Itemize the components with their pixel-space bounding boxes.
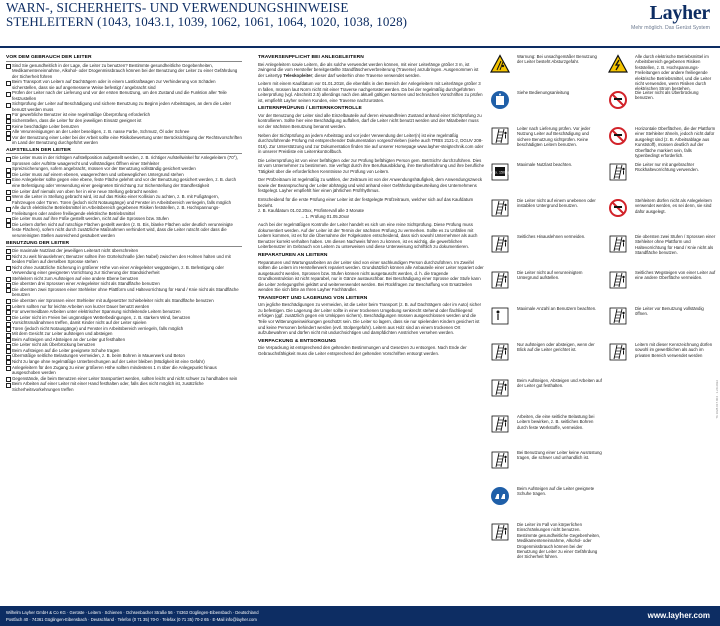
pictogram-row bbox=[608, 161, 716, 197]
carry-icon bbox=[490, 450, 510, 470]
insulated-icon bbox=[608, 342, 628, 362]
pictogram-caption: Beim Aufsteigen, Absteigen und Arbeiten auf der Leiter gut festhalten. bbox=[517, 378, 602, 389]
pictogram-row bbox=[608, 53, 716, 92]
section-list bbox=[6, 63, 242, 146]
pictogram-caption: Stehleitern dürfen nicht als Anlegeleitern verwendet werden, es sei denn, sie sind dafür ausgelegt. bbox=[635, 198, 712, 214]
pictogram-caption: Bei Benutzung einer Leiter keine Ausrüstung tragen, die schwer und unhandlich ist. bbox=[517, 450, 602, 461]
pictogram-row bbox=[490, 521, 602, 560]
shoes-icon bbox=[490, 486, 510, 506]
list-item: Beim Aufsteigen auf die Leiter geeignete Schuhe tragen bbox=[6, 348, 242, 354]
text-run: ; dieser darf weiterhin ohne Traverse verwendet werden. bbox=[312, 72, 421, 78]
footer-contact: Postfach 40 · 74361 Güglingen-Eibensbach · Deutschland · Telefon (0 71 35) 70-0 · Telefax (0 71 35) 70-2 65 · E-Mail info@layher.com bbox=[6, 617, 257, 622]
list-item: Alle Verunreinigungen an der Leiter beseitigen, z. B. nasse Farbe, Schmutz, Öl oder Schnee bbox=[6, 129, 242, 135]
list-item: Die Leiter muss auf ihre Füße gestellt werden, nicht auf die Sprossen bzw. Stufen bbox=[6, 216, 242, 222]
title-line-2: STEHLEITERN (1043, 1043.1, 1039, 1062, 1061, 1064, 1020, 1038, 1028) bbox=[6, 14, 408, 29]
pictogram-caption: Beim Aufsteigen auf die Leiter geeignete Schuhe tragen. bbox=[517, 486, 595, 497]
svg-text:max. 150 kg: max. 150 kg bbox=[490, 170, 510, 175]
list-item: Beim Transport von Leitern auf Dachträgern oder in einem Lastkraftwagen zur Verhinderung von Schäden sicherstellen, dass sie auf angemessene Weise befestigt / angebracht sind bbox=[6, 79, 242, 90]
section-heading: REPARATUREN AN LEITERN bbox=[258, 252, 328, 258]
pictogram-row bbox=[490, 449, 602, 485]
list-item: Für unvermeidbare Arbeiten unter elektrischer Spannung nichtleitende Leitern benutzen bbox=[6, 309, 242, 315]
pictogram-caption: Leiter nach Lieferung prüfen. Vor jeder Nutzung Leiter auf Beschädigung und sichere Benutzung sichtprüfen. Keine beschädigten Leitern benutzen. bbox=[517, 126, 591, 148]
list-item: Stehleitern nicht zum Aufsteigen auf eine andere Ebene benutzen bbox=[6, 276, 242, 282]
example-line: z. B. Kaufdatum 01.02.20xx, Prüfintervall alle 3 Monate bbox=[258, 208, 364, 214]
page-header bbox=[0, 0, 720, 52]
column-general-rules bbox=[6, 53, 242, 392]
anchor-icon bbox=[608, 162, 628, 182]
text-run: Bei Anlegeleitern sowie Leitern, die als solche verwendet werden können, mit einer Leiterlänge größer 3 m, ist bbox=[258, 61, 470, 67]
pictogram-row bbox=[490, 269, 602, 305]
section-list bbox=[6, 248, 242, 392]
pictogram-caption: Maximale Anzahl an Benutzern beachten. bbox=[517, 306, 597, 311]
section-heading: BENUTZUNG DER LEITER bbox=[6, 241, 242, 248]
warning-ladder-icon bbox=[490, 54, 510, 74]
brand-block bbox=[628, 2, 710, 31]
pictogram-row bbox=[490, 305, 602, 341]
uneven-ground-icon bbox=[490, 198, 510, 218]
list-item: Sicherstellen, dass die Leiter für den jeweiligen Einsatz geeignet ist bbox=[6, 118, 242, 124]
paragraph: Die Verpackung ist entsprechend den geltenden Bestimmungen und Gesetzen zu entsorgen. Nach Ende der Gebrauchsfähigkeit muss die Leiter entsprechend der geltenden Vorschriften entsorgt werden. bbox=[258, 345, 467, 356]
list-item: Die Leiter muss auf einem ebenen, waagerechten und unbeweglichen Untergrund stehen bbox=[6, 172, 242, 178]
electric-hazard-icon bbox=[608, 54, 628, 74]
list-item: Für gewerbliche Benutzer ist eine regelmäßige Überprüfung erforderlich bbox=[6, 112, 242, 118]
paragraph bbox=[258, 62, 484, 79]
pictogram-row bbox=[608, 125, 716, 161]
list-item: Übermäßige seitliche Belastungen vermeiden, z. B. beim Bohren in Mauerwerk und Beton bbox=[6, 353, 242, 359]
paragraph: Leitern mit einem Kaufdatum vor 01.01.2018, die ebenfalls in den Bereich der Anlegeleitern mit Leiterlänge größer 3 m fallen, müssen laut Norm nicht mit einer Traverse nachgerüstet werden. Da bei der regelmäßig durchgeführten Leiterprüfung (vgl. Abschnitt 2.5) allerdings nach den aktuell gültigen Normen und technischen Vorschriften zu prüfen ist, empfiehlt Layher seinen Kunden, eine Traverse nachzurüsten. bbox=[258, 81, 483, 103]
pictogram-caption: Maximale Nutzlast beachten. bbox=[517, 162, 573, 167]
list-item: Leitern sollten nur für leichte Arbeiten von kurzer Dauer benutzt werden bbox=[6, 304, 242, 310]
pictogram-row bbox=[490, 53, 602, 89]
list-item: Beim Arbeiten auf einer Leiter mit einer Hand festhalten oder, falls dies nicht möglich ist, zusätzliche Sicherheitsvorkehrungen treffen bbox=[6, 381, 242, 392]
pictogram-caption: Die Leiter nicht als Überbrückung benutzen. bbox=[635, 90, 699, 101]
pictogram-caption: Leitern mit dieser Kennzeichnung dürfen sowohl im gewerblichen als auch im privaten Bereich verwendet werden bbox=[635, 342, 713, 358]
list-item: Die obersten zwei Sprossen einer Stehleiter ohne Plattform und Haltevorrichtung für Hand / Knie nicht als Standfläche benutzen bbox=[6, 287, 242, 298]
list-item: Anlegeleitern für den Zugang zu einer größeren Höhe sollten mindestens 1 m über die Anlegepunkt hinaus ausgeschoben werden bbox=[6, 365, 242, 376]
list-item: Eine Anlegeleiter sollte gegen eine ebene, feste Fläche gelehnt und vor der Benutzung gesichert werden, z. B. durch eine Befestigung oder Verwendung einer geeigneten Einrichtung zur Sicherstellung der Standfestigkeit bbox=[6, 177, 242, 188]
step-over-icon bbox=[608, 270, 628, 290]
pictogram-caption: Die Leiter vor Benutzung vollständig öffnen. bbox=[635, 306, 704, 317]
layher-logo: Layher bbox=[649, 2, 710, 24]
persons-count-icon bbox=[490, 306, 510, 326]
paragraph: Vor der Benutzung der Leiter sind alle Einzelbauteile auf deren einwandfreien Zustand anhand einer Sichtprüfung zu kontrollieren. Sollte hier eine Beschädigung auffallen, darf die Leiter nicht benutzt werden und der Mitarbeiter muss vor der nächsten Benutzung benannt werden. bbox=[258, 112, 482, 130]
list-item: Die obersten drei Sprossen einer Anlegeleiter nicht als Standfläche benutzen bbox=[6, 281, 242, 287]
paragraph: Die Leiternprüfung ist von einer befähigten oder zur Prüfung befähigten Person gem. BetrSichV durchzuführen. Dies ist vom Unternehmer zu bestimmen. Sie verfügt durch ihre Berufsausbildung, ihre Berufserfahrung und ihre berufliche Tätigkeit über die erforderlichen Kenntnisse zur Prüfung von Leitern. bbox=[258, 157, 484, 174]
max-load-icon bbox=[490, 162, 510, 182]
brand-tagline: Mehr möglich. Das Gerüst System bbox=[631, 25, 710, 31]
section-heading: LEITERNPRÜFUNG / LEITERNKONTROLLE bbox=[258, 106, 362, 112]
hold-icon bbox=[490, 378, 510, 398]
column-inspection-info bbox=[258, 53, 484, 359]
pictogram-row bbox=[608, 341, 716, 377]
pictogram-caption: Seitliches Hinauslehnen vermeiden. bbox=[517, 234, 586, 239]
page-footer bbox=[0, 606, 720, 626]
inspect-ladder-icon bbox=[490, 126, 510, 146]
health-icon bbox=[490, 522, 510, 542]
pictogram-caption: Seitliches Wegsteigen von einer Leiter auf eine andere Oberfläche vermeiden. bbox=[635, 270, 716, 281]
pictogram-row bbox=[490, 161, 602, 197]
section-heading: TRANSPORT UND LAGERUNG VON LEITERN bbox=[258, 295, 368, 301]
list-item: Nicht zu lange ohne regelmäßige Unterbrechungen auf der Leiter bleiben (Müdigkeit ist eine Gefahr) bbox=[6, 359, 242, 365]
list-item: Die Leitern dürfen nicht auf rutschige Flächen gestellt werden (z. B. Eis, blanke Flächen oder deutlich verunreinigte feste Flächen), sofern nicht durch zusätzliche Maßnahmen verhindert wird, dass die Leiter rutscht oder dass die verunreinigten Stellen ausreichend gesäubert werden bbox=[6, 222, 242, 239]
pictogram-row bbox=[490, 413, 602, 449]
list-item: Die Leiter darf niemals von oben her in eine neue Stellung gebracht werden bbox=[6, 189, 242, 195]
list-item: Prüfen der Leiter nach der Lieferung und vor der ersten Benutzung, um den Zustand und die Funktion aller Teile festzustellen bbox=[6, 90, 242, 101]
section-heading: TRAVERSENPFLICHT BEI ANLEGELEITERN bbox=[258, 55, 364, 60]
top-steps-icon bbox=[608, 234, 628, 254]
side-load-icon bbox=[490, 414, 510, 434]
pictogram-row bbox=[608, 197, 716, 233]
list-item: Alle durch elektrische Betriebsmittel im Arbeitsbereich gegebenen Risiken feststellen, z. B. Hochspannungs-Freileitungen oder andere freiliegende elektrische Betriebsmittel bbox=[6, 205, 242, 216]
header-rule bbox=[0, 46, 720, 48]
pictogram-caption: Warnung: Bei unsachgemäßer Benutzung der Leiter besteht Absturzgefahr. bbox=[517, 54, 597, 65]
pictogram-caption: Die obersten zwei Stufen / Sprossen einer Stehleiter ohne Plattform und Haltevorrichtung für Hand / Knie nicht als Standfläche benutzen. bbox=[635, 234, 716, 256]
section-heading: VERPACKUNG & ENTSORGUNG bbox=[258, 338, 337, 344]
pictogram-caption: Die Leiter nicht auf einem unebenen oder instabilen Untergrund benutzen. bbox=[517, 198, 596, 209]
dirty-ground-icon bbox=[490, 270, 510, 290]
face-ladder-icon bbox=[490, 342, 510, 362]
pictogram-caption: Horizontale Oberflächen, die der Plattform einer Stehleiter ähneln, jedoch nicht dafür ausgelegt sind (z. B. Arbeitsablage aus Kunststoff), müssen deutlich auf der Oberfläche markiert sein, falls typenbedingt erforderlich. bbox=[635, 126, 716, 159]
level-surface-icon bbox=[608, 126, 628, 146]
list-item: Spreizsicherungen, sofern angebracht, müssen vor der Benutzung vollständig gesichert werden bbox=[6, 166, 242, 172]
pictogram-caption: Nur aufsteigen oder absteigen, wenn der Blick auf die Leiter gerichtet ist. bbox=[517, 342, 595, 353]
list-item: Sind Sie gesundheitlich in der Lage, die Leiter zu benutzen? Bestimmte gesundheitliche Gegebenheiten, Medikamenteneinnahme, Alkohol- oder Drogenmissbrauch können bei der Benutzung der Leiter zu einer Gefährdung der Sicherheit führen bbox=[6, 63, 242, 80]
page-title bbox=[6, 1, 407, 29]
list-item: Mit dem Gesicht zur Leiter aufsteigen und absteigen bbox=[6, 331, 242, 337]
paragraph: Entscheidend für die erste Prüfung einer Leiter ist der festgelegte Prüfzeitraum, welcher sich auf das Kaufdatum bezieht. bbox=[258, 197, 474, 208]
pictogram-caption: Die Leiter im Fall von körperlichen Einschränkungen nicht benutzen. Bestimmte gesundheitliche Gegebenheiten, Medikamenteneinnahme, Alkohol- oder Drogenmissbrauch können bei der Benutzung der Leiter zu einer Gefährdung der Sicherheit führen. bbox=[517, 522, 601, 560]
pictogram-row bbox=[490, 341, 602, 377]
paragraph: Der Prüfzeitraum ist regelmäßig zu wählen, der Zeitraum ist von der Anwendungshäufigkeit, dem Anwendungszweck sowie der Beanspruchung der Leiter abhängig und wird anhand einer Gefährdungsbeurteilung des Unternehmens festgelegt. Layher empfiehlt hier einen jährlichen Prüfrhythmus. bbox=[258, 177, 483, 194]
list-item: Gegenstände, die beim Benutzen einer Leiter transportiert werden, sollten leicht und nicht schwer zu handhaben sein bbox=[6, 376, 242, 382]
list-item: Die Leiter nicht im Freien bei ungünstigen Wetterbedingungen, z. B. starkem Wind, benutzen bbox=[6, 315, 242, 321]
pictogram-row bbox=[490, 233, 602, 269]
pictogram-caption: Siehe Bedienungsanleitung bbox=[517, 90, 570, 95]
pictogram-row bbox=[608, 305, 716, 341]
column-pictograms-a bbox=[490, 53, 602, 560]
list-item: Keine beschädigte Leiter benutzen bbox=[6, 124, 242, 130]
no-access-icon bbox=[608, 198, 628, 218]
title-line-1: WARN-, SICHERHEITS- UND VERWENDUNGSHINWEISE bbox=[6, 0, 349, 15]
list-item: Wenn die Leiter in Stellung gebracht wird, ist auf das Risiko einer Kollision zu achten, z. B. mit Fußgängern, Fahrzeugen oder Türen. Türen (jedoch nicht Notausgänge) und Fenster im Arbeitsbereich verriegeln, falls möglich bbox=[6, 194, 242, 205]
lean-out-icon bbox=[490, 234, 510, 254]
pictogram-caption: Die Leiter nicht auf verunreinigtem Untergrund aufstellen. bbox=[517, 270, 583, 281]
pictogram-row bbox=[490, 485, 602, 521]
list-item: Nicht ohne zusätzliche Sicherung in größerer Höhe von einer Anlegeleiter weggsteigen, z. B. Befestigung oder Verwendung einer geeigneten Vorrichtung zur Sicherung der Standsicherheit bbox=[6, 265, 242, 276]
paragraph: Um jegliche Beschädigungen zu vermeiden, ist die Leiter beim Transport (z. B. auf Dachträgern oder im Auto) sicher zu befestigen. Die Lagerung der Leiter sollte in einer trockenen Umgebung senkrecht stehend oder flachliegend erfolgen (ggf. zusätzlich gegen ein Umkippen sichern). Beschädigungen müssen ausgeschlossen werden und die Teile vor Witterungseinwirkungen geschützt sein. Die Leiter so lagern, dass sie nur spielenden Kindern gesichert ist und keine Personen behindert werden (evtl. Stolpergefahr). Leitern aus Holz sind an einem trockenen Ort aufzubewahren und dürfen nicht mit undurchsichtigen und dampfdichten Anstrichen versehen werden. bbox=[258, 302, 482, 336]
column-pictograms-b bbox=[608, 53, 716, 377]
footer-address: Wilhelm Layher GmbH & Co KG · Gerüste · Leitern · Schienen · Ochsenbacher Straße 56 · 74363 Güglingen-Eibensbach · Deutschland bbox=[6, 610, 259, 615]
list-item: Beim Aufsteigen und Absteigen an der Leiter gut festhalten bbox=[6, 337, 242, 343]
pictogram-caption: Die Leiter nur mit angebrachter Rückhaltevorrichtung verwenden. bbox=[635, 162, 699, 173]
pictogram-row bbox=[490, 89, 602, 125]
paragraph: Reparaturen und Wartungsarbeiten an der Leiter sind von einer sachkundigen Person durchzuführen. Im Zweifel sollten die Leitern im Herstellerwerk repariert werden. Grundsätzlich können alle Anbauteile einer Leiter repariert oder ausgetauscht werden, Sprossen bzw. Stufen können nicht ausgetauscht werden, d. h. die tragende Grundkonstruktion ist nicht reparabel, nur in Gänze austauschbar. Bei Beschädigung einer Sprosse oder Stufe kann die Leiter zerlegungsfrei geklärt und weiterverwendet werden. Bei Rückfragen zur Beschaffung von Ersatzteilen wenden Sie sich bitte an Ihren Layher Fachhändler. bbox=[258, 259, 484, 293]
list-item: Nicht zu weit hinauslehnen; Benutzer sollten ihre Gürtelschnalle (den Nabel) zwischen den Holmen halten und mit beiden Füßen auf derselben Sprosse stehen bbox=[6, 254, 242, 265]
list-item: Die Leiter muss in der richtigen Aufstellposition aufgestellt werden, z. B. richtiger Aufstellwinkel für Anlegeleitern (70°), Sprossen oder Auftritte waagerecht und vollständiges Öffnen einer Stehleiter bbox=[6, 155, 242, 166]
pictogram-row bbox=[608, 269, 716, 305]
manual-icon bbox=[490, 90, 510, 110]
paragraph: Neben der Sichtprüfung an jedem Arbeitstag und vor jeder Verwendung der Leiter(n) ist eine regelmäßig durchzuführende Prüfung mit entsprechender Dokumentation vorgeschrieben (siehe auch TRBS 2121-2, DGUV 208-016). Zur Unterstützung und zur Dokumentation finden Sie auf unserer Homepage www.layher-steigtechnik.com oder in unserer Preisliste ein Leiternkontrollbuch. bbox=[258, 132, 484, 155]
no-bridge-icon bbox=[608, 90, 628, 110]
pictogram-row bbox=[608, 89, 716, 125]
pictogram-row bbox=[490, 377, 602, 413]
section-heading: AUFSTELLEN DER LEITER bbox=[6, 148, 242, 155]
list-item: Vorsichtsmaßnahmen treffen, damit Kinder nicht auf der Leiter spielen bbox=[6, 320, 242, 326]
pictogram-caption: Arbeiten, die eine seitliche Belastung bei Leitern bewirken, z. B. seitliches Bohren durch feste Werkstoffe, vermeiden. bbox=[517, 414, 595, 430]
pictogram-row bbox=[490, 197, 602, 233]
list-item: Vor der Benutzung einer Leiter bei der Arbeit sollte eine Risikobewertung unter Berücksichtigung der Rechtsvorschriften im Land der Benutzung durchgeführt werden bbox=[6, 135, 242, 146]
pictogram-row bbox=[490, 125, 602, 161]
text-bold: Teleskopleiter bbox=[283, 72, 313, 78]
list-item: Die obersten vier Sprossen einer Stehleiter mit aufgesetzter Schiebeleiter nicht als Standfläche benutzen bbox=[6, 298, 242, 304]
pictogram-row bbox=[608, 233, 716, 269]
section-heading: VOR DEM GEBRAUCH DER LEITER bbox=[6, 55, 242, 62]
paragraph: Auch bei der regelmäßigen Kontrolle der Leiter handelt es sich um eine reine Sichtprüfung. Diese Prüfung muss dokumentiert werden. Auf der Leiter ist der Termin der nächsten Prüfung zu vermerken. Sollte es zu Unfällen mit Leitern kommen, ist es für die Übernahme der Folgekosten entscheidend, dass sich sowohl Unternehmer als auch Benutzer korrekt verhalten haben. Um diesen Nachweis führen zu können, ist es wichtig, die gewerblichen Leiterbenutzer im Gebrauch von Leitern zu unterweisen und diese Unterweisung schriftlich zu dokumentieren. bbox=[258, 222, 478, 250]
pictogram-caption: Alle durch elektrische Betriebsmittel im Arbeitsbereich gegebenen Risiken feststellen, z. B. Hochspannungs-Freileitungen oder andere freiliegende elektrische Betriebsmittel, und die Leiter nicht verwenden, wenn Risiken durch elektrischen Strom bestehen. bbox=[635, 54, 712, 92]
document-code: Tb 1028.017.004 · 1.20.2022 bbox=[715, 380, 719, 419]
full-open-icon bbox=[608, 306, 628, 326]
example-line: → 1. Prüfung 01.05.20xx! bbox=[300, 213, 350, 219]
list-item: Türen (jedoch nicht Notausgänge) und Fenster im Arbeitsbereich verriegeln, falls möglich bbox=[6, 326, 242, 332]
list-item: Sichtprüfung der Leiter auf Beschädigung und sichere Benutzung zu Beginn jeden Arbeitstages, an dem die Leiter benutzt werden muss bbox=[6, 101, 242, 112]
list-item: Die maximale Nutzlast der jeweiligen Leiterart nicht überschreiten bbox=[6, 248, 242, 254]
text-run: zwingend die vom Hersteller bereitgestellte Standfläschenverbreiterung (Traverse) anzubringen. Ausgenommen ist der Leitertyp bbox=[258, 67, 479, 78]
section-list bbox=[6, 155, 242, 238]
list-item: Die Leiter nicht als Überbrückung benutzen bbox=[6, 342, 242, 348]
footer-website-link[interactable]: www.layher.com bbox=[647, 611, 710, 620]
